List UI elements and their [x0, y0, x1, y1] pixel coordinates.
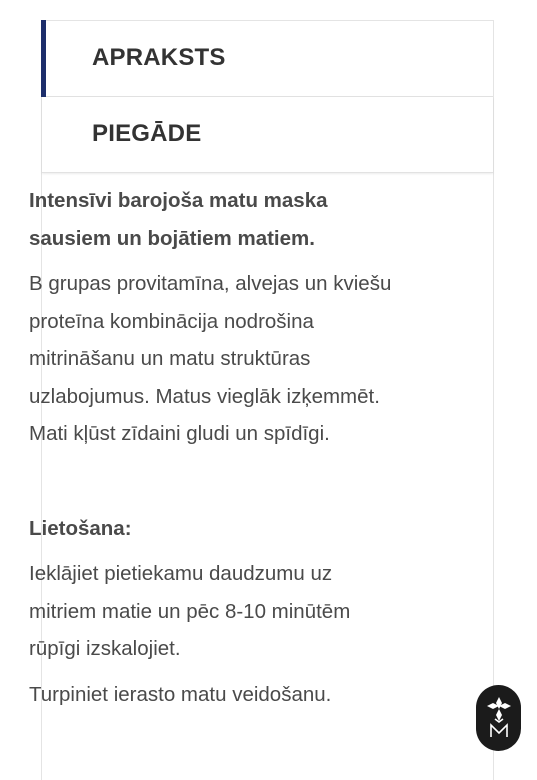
description-body-line-4: uzlabojumus. Matus vieglāk izķemmēt.: [29, 384, 380, 408]
description-panel: [29, 182, 439, 713]
usage-line-2: mitriem matie un pēc 8-10 minūtēm: [29, 599, 351, 623]
description-heading-line-2: sausiem un bojātiem matiem.: [29, 226, 315, 250]
description-body-line-3: mitrināšanu un matu struktūras: [29, 347, 311, 370]
usage-line-1: Ieklājiet pietiekamu daudzumu uz: [29, 562, 333, 585]
usage-heading: Lietošana:: [29, 516, 132, 540]
tab-apraksts-label: APRAKSTS: [92, 44, 226, 71]
tab-piegade[interactable]: [42, 97, 493, 173]
usage-line-3: rūpīgi izskalojiet.: [29, 637, 181, 660]
brand-badge-button[interactable]: [476, 685, 521, 751]
description-body-line-2: proteīna kombinācija nodrošina: [29, 309, 314, 333]
description-heading-line-1: Intensīvi barojoša matu maska: [29, 189, 328, 212]
description-body-line-5: Mati kļūst zīdaini gludi un spīdīgi.: [29, 422, 330, 445]
tab-apraksts[interactable]: [42, 21, 493, 97]
usage-last-line: Turpiniet ierasto matu veidošanu.: [29, 682, 332, 706]
brand-emblem-icon: [484, 695, 514, 741]
tab-piegade-label: PIEGĀDE: [92, 120, 202, 147]
description-body-line-1: B grupas provitamīna, alvejas un kviešu: [29, 272, 392, 295]
